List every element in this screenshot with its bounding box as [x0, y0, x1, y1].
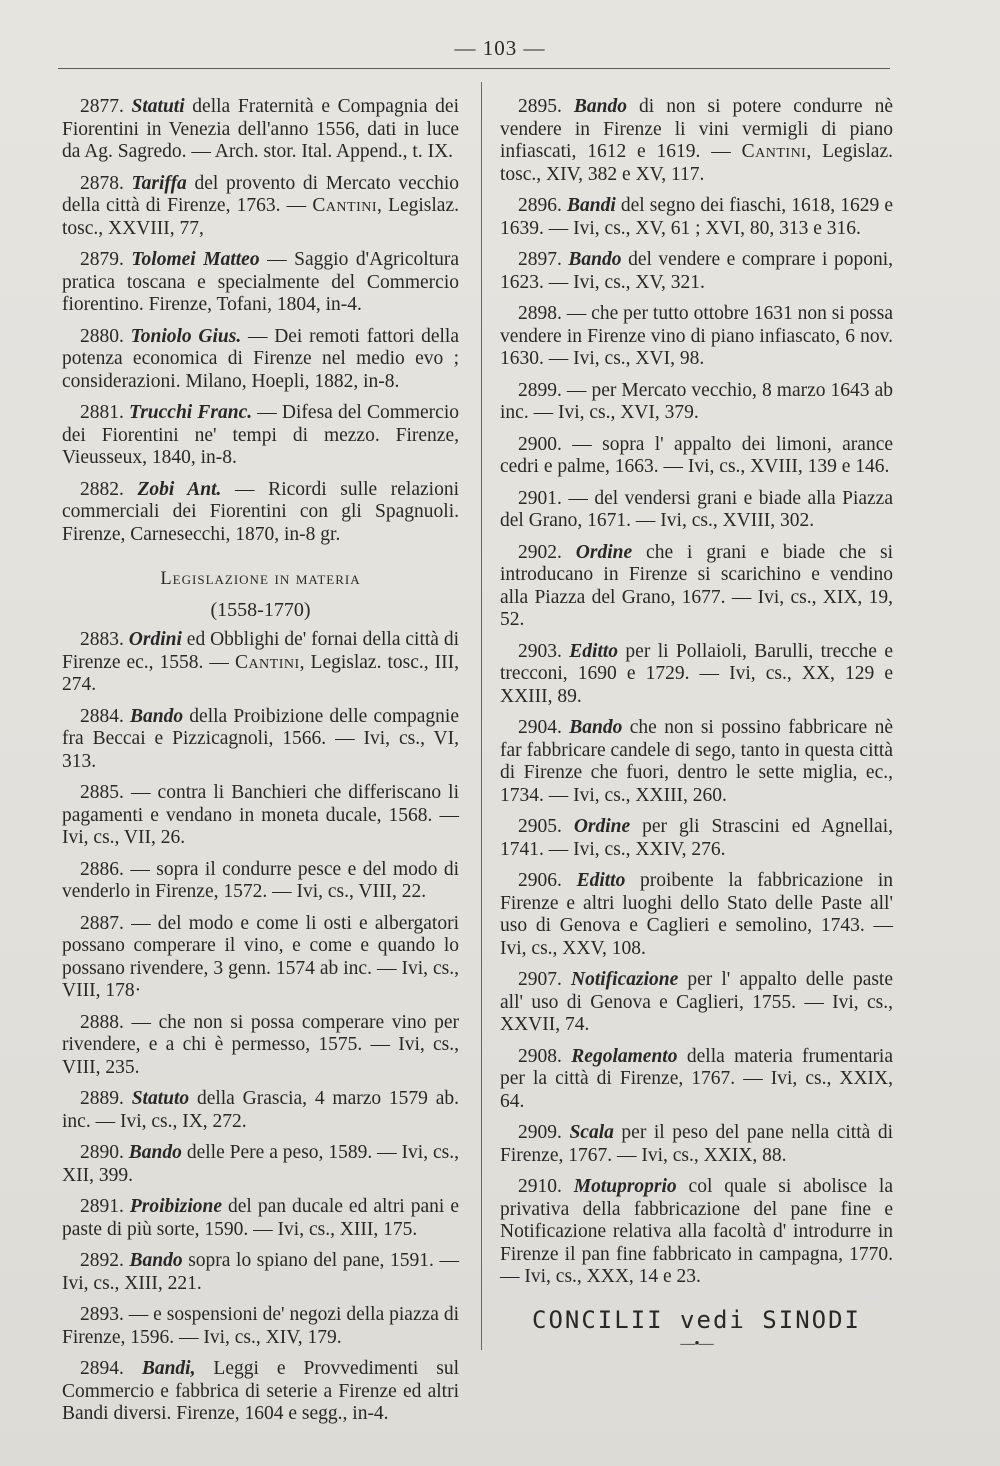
bibliography-entry [500, 303, 893, 371]
entry-title: Ordine [575, 541, 633, 563]
entry-number: 2894. [80, 1358, 124, 1379]
entry-text: Leggi e Provvedimenti sul Commercio e fabbrica di seterie a Firenze ed altri Bandi diversi. Firenze, 1604 e segg., in-4. [62, 1358, 459, 1424]
bibliography-list-2 [62, 629, 459, 1426]
bibliography-entry [500, 488, 893, 533]
entry-title: Zobi Ant. [137, 478, 222, 500]
entry-title: Tolomei Matteo [131, 249, 260, 270]
entry-source: Cantini [234, 651, 300, 673]
entry-source: Cantini [312, 195, 378, 216]
entry-reference: , Legislaz. tosc., XXVIII, 77, [62, 195, 459, 239]
entry-title: Ordini [128, 629, 182, 650]
bibliography-entry [62, 629, 459, 697]
bibliography-entry [62, 249, 459, 317]
page-number: — 103 — [454, 36, 546, 60]
entry-text: — che non si possa comperare vino per rivendere, e a chi è permesso, 1575. — Ivi, cs., VIII, 235. [62, 1011, 459, 1078]
entry-title: Tariffa [131, 172, 187, 194]
entry-text: del pan ducale ed altri pani e paste di più sorte, 1590. — Ivi, cs., XIII, 175. [62, 1196, 459, 1240]
bibliography-entry [62, 1088, 459, 1133]
bibliography-entry [62, 1012, 459, 1080]
bibliography-entry [500, 717, 893, 807]
right-column [500, 96, 893, 1356]
entry-number: 2882. [80, 478, 124, 500]
entry-number: 2908. [518, 1045, 562, 1067]
entry-text: col quale si abolisce la privativa della fabbricazione del pane fine e Notificazione relativa alla facoltà d' introdurre in Firenze il pan fine fabbricato in campagna, 1770. — Ivi, cs., XXX, 14 e 23. [500, 1176, 893, 1287]
left-column [62, 96, 459, 1435]
entry-title: Bando [130, 705, 184, 727]
bibliography-entry [62, 173, 459, 241]
entry-title: Proibizione [129, 1196, 222, 1217]
entry-text: per l' appalto delle paste all' uso di Genova e Caglieri, 1755. — Ivi, cs., XXVII, 74. [500, 969, 894, 1035]
entry-reference: , Legislaz. tosc., III, 274. [62, 651, 459, 695]
bibliography-entry [62, 706, 459, 774]
entry-text: che i grani e biade che si introducano in Firenze si scarichino e vendino alla Piazza del Grano, 1677. — Ivi, cs., XIX, 19, 52. [500, 541, 894, 630]
entry-number: 2895. [518, 96, 562, 117]
entry-number: 2905. [518, 816, 562, 837]
bibliography-entry [500, 380, 893, 425]
entry-text: — sopra il condurre pesce e del modo di venderlo in Firenze, 1572. — Ivi, cs., VIII, 22. [62, 858, 459, 902]
bibliography-entry [500, 195, 893, 240]
bibliography-entry [62, 913, 459, 1003]
entry-text: — per Mercato vecchio, 8 marzo 1643 ab inc. — Ivi, cs., XVI, 379. [500, 379, 893, 423]
entry-number: 2878. [80, 172, 124, 194]
entry-source: Cantini [741, 141, 807, 162]
entry-title: Regolamento [571, 1045, 678, 1067]
bibliography-entry [500, 542, 893, 632]
entry-text: della Grascia, 4 marzo 1579 ab. inc. — Ivi, cs., IX, 272. [62, 1088, 460, 1132]
entry-text: — Difesa del Commercio dei Fiorentini ne' tempi di mezzo. Firenze, Vieusseux, 1840, in-8. [62, 402, 460, 468]
entry-title: Ordine [573, 816, 631, 837]
bibliography-entry [62, 1142, 459, 1187]
entry-number: 2896. [518, 195, 562, 216]
entry-title: Bando [568, 249, 622, 270]
entry-number: 2898. [518, 303, 562, 324]
entry-text: che non si possino fabbricare nè far fabbricare candele di sego, tanto in questa città di Firenze che fuori, dentro le sette miglia, ec., 1734. — Ivi, cs., XXIII, 260. [500, 717, 894, 806]
entry-title: Statuto [131, 1088, 190, 1109]
entry-number: 2884. [80, 705, 124, 727]
entry-text: della Proibizione delle compagnie fra Beccai e Pizzicagnoli, 1566. — Ivi, cs., VI, 313. [62, 705, 459, 772]
entry-text: per il peso del pane nella città di Firenze, 1767. — Ivi, cs., XXIX, 88. [500, 1122, 893, 1166]
bibliography-list-1 [62, 96, 459, 546]
entry-text: per gli Strascini ed Agnellai, 1741. — Ivi, cs., XXIV, 276. [500, 816, 893, 860]
bibliography-entry [500, 969, 893, 1037]
entry-number: 2881. [80, 402, 124, 423]
bibliography-entry [500, 249, 893, 294]
entry-title: Editto [576, 870, 626, 891]
bibliography-entry [500, 641, 893, 709]
entry-number: 2892. [80, 1250, 124, 1271]
entry-title: Bando [569, 717, 623, 738]
entry-text: del segno dei fiaschi, 1618, 1629 e 1639. — Ivi, cs., XV, 61 ; XVI, 80, 313 e 316. [500, 195, 893, 239]
entry-text: ed Obblighi de' fornai della città di Firenze ec., 1558. — [62, 629, 459, 673]
section-heading: Legislazione in materia [160, 569, 361, 589]
bibliography-entry [62, 1196, 459, 1241]
ornament-divider: —•— [680, 1336, 713, 1352]
entry-number: 2900. [518, 433, 562, 455]
entry-title: Bando [129, 1250, 183, 1271]
bibliography-entry [62, 96, 459, 164]
entry-title: Toniolo Gius. [130, 325, 242, 347]
bibliography-entry [62, 859, 459, 904]
entry-title: Statuti [131, 96, 185, 117]
entry-number: 2899. [518, 379, 562, 401]
entry-reference: , Legislaz. tosc., XIV, 382 e XV, 117. [500, 141, 893, 185]
entry-text: sopra lo spiano del pane, 1591. — Ivi, cs., XIII, 221. [62, 1250, 460, 1294]
entry-title: Trucchi Franc. [129, 402, 253, 423]
entry-text: proibente la fabbricazione in Firenze e altri luoghi dello Stato delle Paste all' uso di Genova e Caglieri e semolino, 1743. — Ivi, cs., XXV, 108. [500, 870, 894, 959]
entry-text: di non si potere condurre nè vendere in Firenze li vini vermigli di piano infiascati, 1612 e 1619. — [500, 96, 893, 162]
bibliography-entry [500, 816, 893, 861]
bibliography-entry [500, 1176, 893, 1289]
entry-number: 2879. [80, 249, 124, 270]
entry-number: 2902. [518, 541, 562, 563]
bibliography-entry [62, 1250, 459, 1295]
entry-number: 2909. [518, 1122, 562, 1143]
entry-title: Bando [128, 1142, 182, 1163]
entry-number: 2901. [518, 487, 562, 509]
bibliography-entry [500, 1046, 893, 1114]
entry-text: del provento di Mercato vecchio della città di Firenze, 1763. — [62, 172, 460, 216]
entry-title: Bando [573, 96, 628, 117]
entry-text: della Fraternità e Compagnia dei Fiorentini in Venezia dell'anno 1556, dati in luce da Ag. Sagredo. — Arch. stor. Ital. Append., t. IX. [62, 96, 460, 162]
bibliography-list-3 [500, 96, 893, 1289]
entry-title: Motuproprio [573, 1176, 677, 1197]
bibliography-entry [62, 782, 459, 850]
entry-text: — Saggio d'Agricoltura pratica toscana e specialmente del Commercio fiorentino. Firenze, Tofani, 1804, in-4. [62, 249, 460, 315]
column-divider [481, 82, 482, 1350]
cross-reference: CONCILII vedi SINODI [532, 1305, 861, 1334]
entry-text: — Ricordi sulle relazioni commerciali dei Fiorentini con gli Spagnuoli. Firenze, Carnesecchi, 1870, in-8 gr. [62, 478, 459, 545]
entry-number: 2906. [518, 870, 562, 891]
entry-text: — del modo e come li osti e albergatori possano comperare il vino, e come e quando lo possano rivendere, 3 genn. 1574 ab inc. — Ivi, cs., VIII, 178· [62, 912, 459, 1001]
bibliography-entry [62, 479, 459, 547]
entry-title: Bandi, [141, 1358, 196, 1379]
entry-number: 2890. [80, 1142, 124, 1163]
bibliography-entry [62, 402, 459, 470]
entry-number: 2888. [80, 1011, 124, 1033]
entry-text: per li Pollaioli, Barulli, trecche e trecconi, 1690 e 1729. — Ivi, cs., XX, 129 e XXIII, 89. [500, 640, 894, 707]
entry-number: 2880. [80, 325, 124, 347]
bibliography-entry [500, 1122, 893, 1167]
entry-title: Bandi [566, 195, 616, 216]
entry-number: 2907. [518, 969, 562, 990]
section-years: (1558-1770) [210, 598, 311, 621]
entry-number: 2893. [80, 1304, 124, 1325]
bibliography-entry [500, 870, 893, 960]
entry-text: — Dei remoti fattori della potenza economica di Firenze nel medio evo ; considerazioni. Milano, Hoepli, 1882, in-8. [62, 325, 459, 392]
entry-text: — che per tutto ottobre 1631 non si possa vendere in Firenze vino di piano infiascato, 6 nov. 1630. — Ivi, cs., XVI, 98. [500, 303, 893, 369]
bibliography-entry [62, 326, 459, 394]
header-rule [58, 68, 890, 69]
entry-text: — e sospensioni de' negozi della piazza di Firenze, 1596. — Ivi, cs., XIV, 179. [62, 1304, 459, 1348]
entry-text: delle Pere a peso, 1589. — Ivi, cs., XII, 399. [62, 1142, 459, 1186]
entry-number: 2886. [80, 858, 124, 880]
bibliography-entry [500, 96, 893, 186]
entry-number: 2891. [80, 1196, 124, 1217]
entry-text: della materia frumentaria per la città di Firenze, 1767. — Ivi, cs., XXIX, 64. [500, 1045, 894, 1112]
entry-number: 2885. [80, 782, 124, 803]
entry-number: 2877. [80, 96, 124, 117]
entry-text: — contra li Banchieri che differiscano li pagamenti e vendano in moneta ducale, 1568. — Ivi, cs., VII, 26. [62, 782, 459, 848]
entry-number: 2904. [518, 717, 562, 738]
entry-title: Notificazione [571, 969, 679, 990]
bibliography-entry [62, 1304, 459, 1349]
entry-title: Scala [569, 1122, 614, 1143]
entry-number: 2910. [518, 1176, 562, 1197]
entry-number: 2889. [80, 1088, 124, 1109]
entry-number: 2897. [518, 249, 562, 270]
entry-text: — sopra l' appalto dei limoni, arance cedri e palme, 1663. — Ivi, cs., XVIII, 139 e 146. [500, 433, 894, 477]
bibliography-entry [62, 1358, 459, 1426]
entry-text: — del vendersi grani e biade alla Piazza del Grano, 1671. — Ivi, cs., XVIII, 302. [500, 487, 893, 531]
entry-number: 2883. [80, 629, 124, 650]
entry-text: del vendere e comprare i poponi, 1623. — Ivi, cs., XV, 321. [500, 249, 893, 293]
entry-title: Editto [569, 640, 619, 662]
entry-number: 2903. [518, 640, 562, 662]
entry-number: 2887. [80, 912, 124, 934]
bibliography-entry [500, 434, 893, 479]
